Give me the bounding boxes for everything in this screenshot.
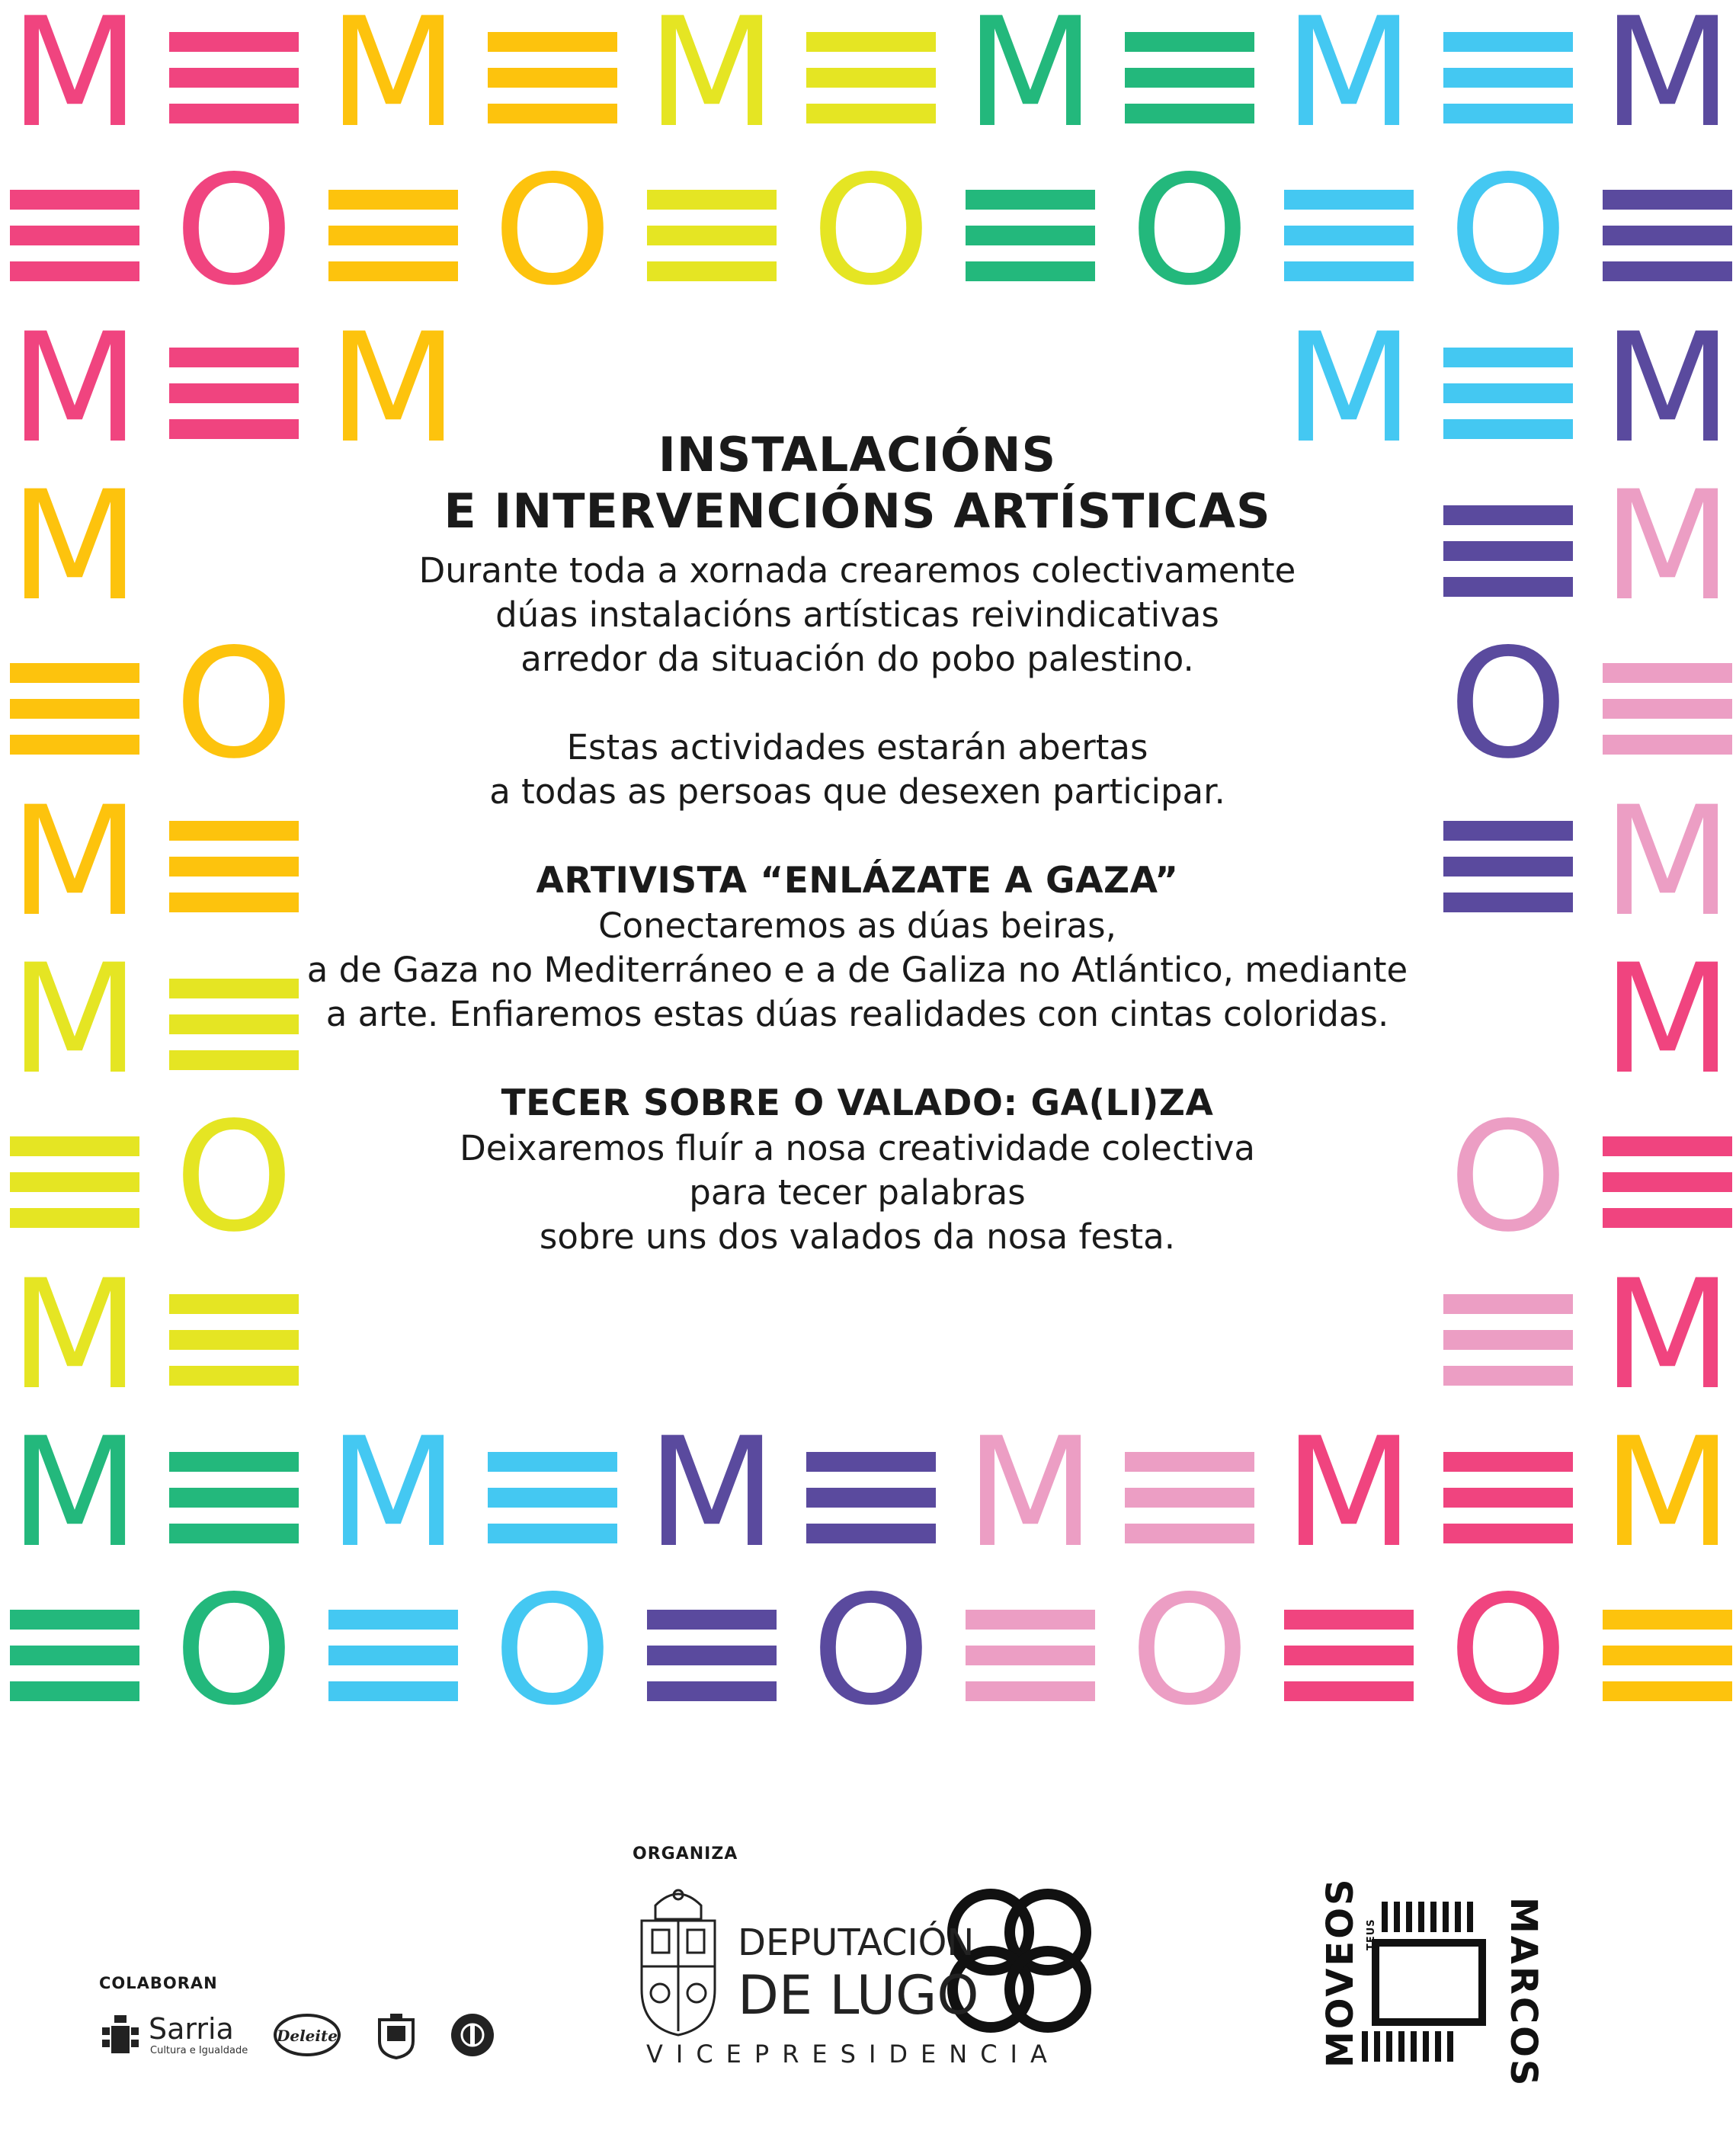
pattern-bars-e (1284, 190, 1414, 281)
pattern-letter-m: M (1283, 1405, 1414, 1581)
deputacion-text (738, 1921, 979, 2026)
org-line-1: DEPUTACIÓN (738, 1921, 975, 1964)
pattern-letter-m: M (1602, 0, 1733, 161)
pattern-bars-e (328, 190, 458, 281)
pattern-bars-e (10, 663, 139, 755)
organiza-label: ORGANIZA (633, 1844, 738, 1864)
deleite-name: Deleite (277, 2027, 338, 2045)
pattern-letter-o: O (493, 1562, 612, 1739)
pattern-letter-m: M (328, 1405, 459, 1581)
frame-square (1376, 1943, 1482, 2022)
pattern-bars-e (647, 1610, 777, 1701)
pattern-letter-m: M (965, 1405, 1096, 1581)
title-line-2: E INTERVENCIÓNS ARTÍSTICAS (444, 483, 1271, 539)
circle-badge-icon (450, 2012, 495, 2058)
pattern-bars-e (1603, 1610, 1732, 1701)
pattern-bars-e (488, 32, 617, 123)
section2-line: para tecer palabras (689, 1172, 1026, 1213)
pattern-letter-m: M (328, 0, 459, 161)
pattern-letter-m: M (1602, 1247, 1733, 1423)
sarria-subtitle: Cultura e Igualdade (150, 2045, 248, 2056)
pattern-letter-m: M (965, 0, 1096, 161)
pattern-letter-m: M (9, 300, 140, 476)
pattern-letter-o: O (1449, 143, 1568, 319)
pattern-letter-m: M (1602, 931, 1733, 1107)
pattern-bars-e (10, 1136, 139, 1228)
pattern-letter-m: M (9, 458, 140, 634)
pattern-bars-e (966, 190, 1095, 281)
colaboran-label: COLABORAN (99, 1974, 218, 1992)
moveos-teus-marcos-logo (1315, 1876, 1547, 2088)
pattern-letter-m: M (646, 1405, 777, 1581)
intro-line: dúas instalacións artísticas reivindicativas (495, 594, 1219, 635)
pattern-letter-o: O (493, 143, 612, 319)
pattern-letter-o: O (175, 143, 293, 319)
coat-of-arms-icon (642, 1890, 715, 2035)
pattern-letter-o: O (175, 1562, 293, 1739)
pattern-bars-e (169, 32, 299, 123)
sarria-crest-icon (98, 2012, 143, 2058)
section1-heading: ARTIVISTA “ENLÁZATE A GAZA” (536, 860, 1179, 902)
teus-text: TEUS (1366, 1918, 1377, 1950)
pattern-bars-e (1603, 663, 1732, 755)
pattern-letter-m: M (328, 300, 459, 476)
pattern-letter-o: O (175, 1089, 293, 1265)
intro-line: Durante toda a xornada crearemos colectivamente (418, 550, 1296, 591)
moveos-text: MOVEOS (1319, 1876, 1362, 2068)
open-line: Estas actividades estarán abertas (566, 727, 1148, 768)
pattern-letter-m: M (1602, 300, 1733, 476)
pattern-bars-e (1443, 1452, 1573, 1543)
section1-line: Conectaremos as dúas beiras, (598, 905, 1116, 946)
vicepresidencia-text: VICEPRESIDENCIA (646, 2040, 1060, 2069)
pattern-letter-m: M (9, 931, 140, 1107)
pattern-letter-m: M (646, 0, 777, 161)
org-line-2: DE LUGO (738, 1964, 979, 2027)
intro-line: arredor da situación do pobo palestino. (520, 639, 1194, 679)
municipal-shield-icon (375, 2012, 418, 2059)
pattern-bars-e (966, 1610, 1095, 1701)
pattern-bars-e (10, 190, 139, 281)
section2-line: sobre uns dos valados da nosa festa. (539, 1216, 1176, 1257)
section1-line: a de Gaza no Mediterráneo e a de Galiza no Atlántico, mediante (306, 950, 1408, 990)
pattern-letter-m: M (1283, 300, 1414, 476)
pattern-bars-e (328, 1610, 458, 1701)
pattern-bars-e (10, 1610, 139, 1701)
pattern-letter-o: O (1449, 1089, 1568, 1265)
pattern-bars-e (806, 1452, 936, 1543)
pattern-bars-e (169, 1294, 299, 1386)
pattern-letter-o: O (1130, 143, 1249, 319)
pattern-bars-e (1284, 1610, 1414, 1701)
pattern-letter-m: M (1602, 458, 1733, 634)
pattern-bars-e (1443, 1294, 1573, 1386)
pattern-bars-e (169, 1452, 299, 1543)
pattern-bars-e (1603, 190, 1732, 281)
section1-line: a arte. Enfiaremos estas dúas realidades con cintas coloridas. (325, 994, 1389, 1034)
pattern-letter-m: M (9, 0, 140, 161)
pattern-bars-e (806, 32, 936, 123)
pattern-bars-e (169, 348, 299, 439)
title-line-1: INSTALACIÓNS (658, 427, 1057, 482)
pattern-bars-e (488, 1452, 617, 1543)
pattern-letter-o: O (1130, 1562, 1249, 1739)
pattern-letter-m: M (1283, 0, 1414, 161)
pattern-bars-e (1125, 1452, 1254, 1543)
pattern-letter-m: M (1602, 774, 1733, 950)
main-content (175, 427, 1539, 1259)
frame-top-bars (1382, 1902, 1473, 1932)
pattern-letter-o: O (1449, 1562, 1568, 1739)
section2-line: Deixaremos fluír a nosa creatividade colectiva (460, 1128, 1255, 1168)
open-line: a todas as persoas que desexen participar. (489, 771, 1225, 812)
pattern-bars-e (1443, 32, 1573, 123)
pattern-letter-m: M (9, 1405, 140, 1581)
pattern-letter-o: O (812, 1562, 930, 1739)
pattern-bars-e (1125, 32, 1254, 123)
marcos-text: MARCOS (1502, 1897, 1545, 2088)
sarria-name: Sarria (149, 2012, 234, 2046)
pattern-letter-o: O (175, 616, 293, 792)
section2-heading: TECER SOBRE O VALADO: GA(LI)ZA (501, 1082, 1214, 1124)
pattern-letter-o: O (812, 143, 930, 319)
pattern-letter-m: M (1602, 1405, 1733, 1581)
pattern-bars-e (647, 190, 777, 281)
frame-bottom-bars (1362, 2031, 1453, 2062)
pattern-letter-m: M (9, 774, 140, 950)
deleite-logo (273, 2012, 341, 2058)
pattern-letter-o: O (1449, 616, 1568, 792)
pattern-bars-e (1443, 348, 1573, 439)
pattern-bars-e (1603, 1136, 1732, 1228)
pattern-letter-m: M (9, 1247, 140, 1423)
